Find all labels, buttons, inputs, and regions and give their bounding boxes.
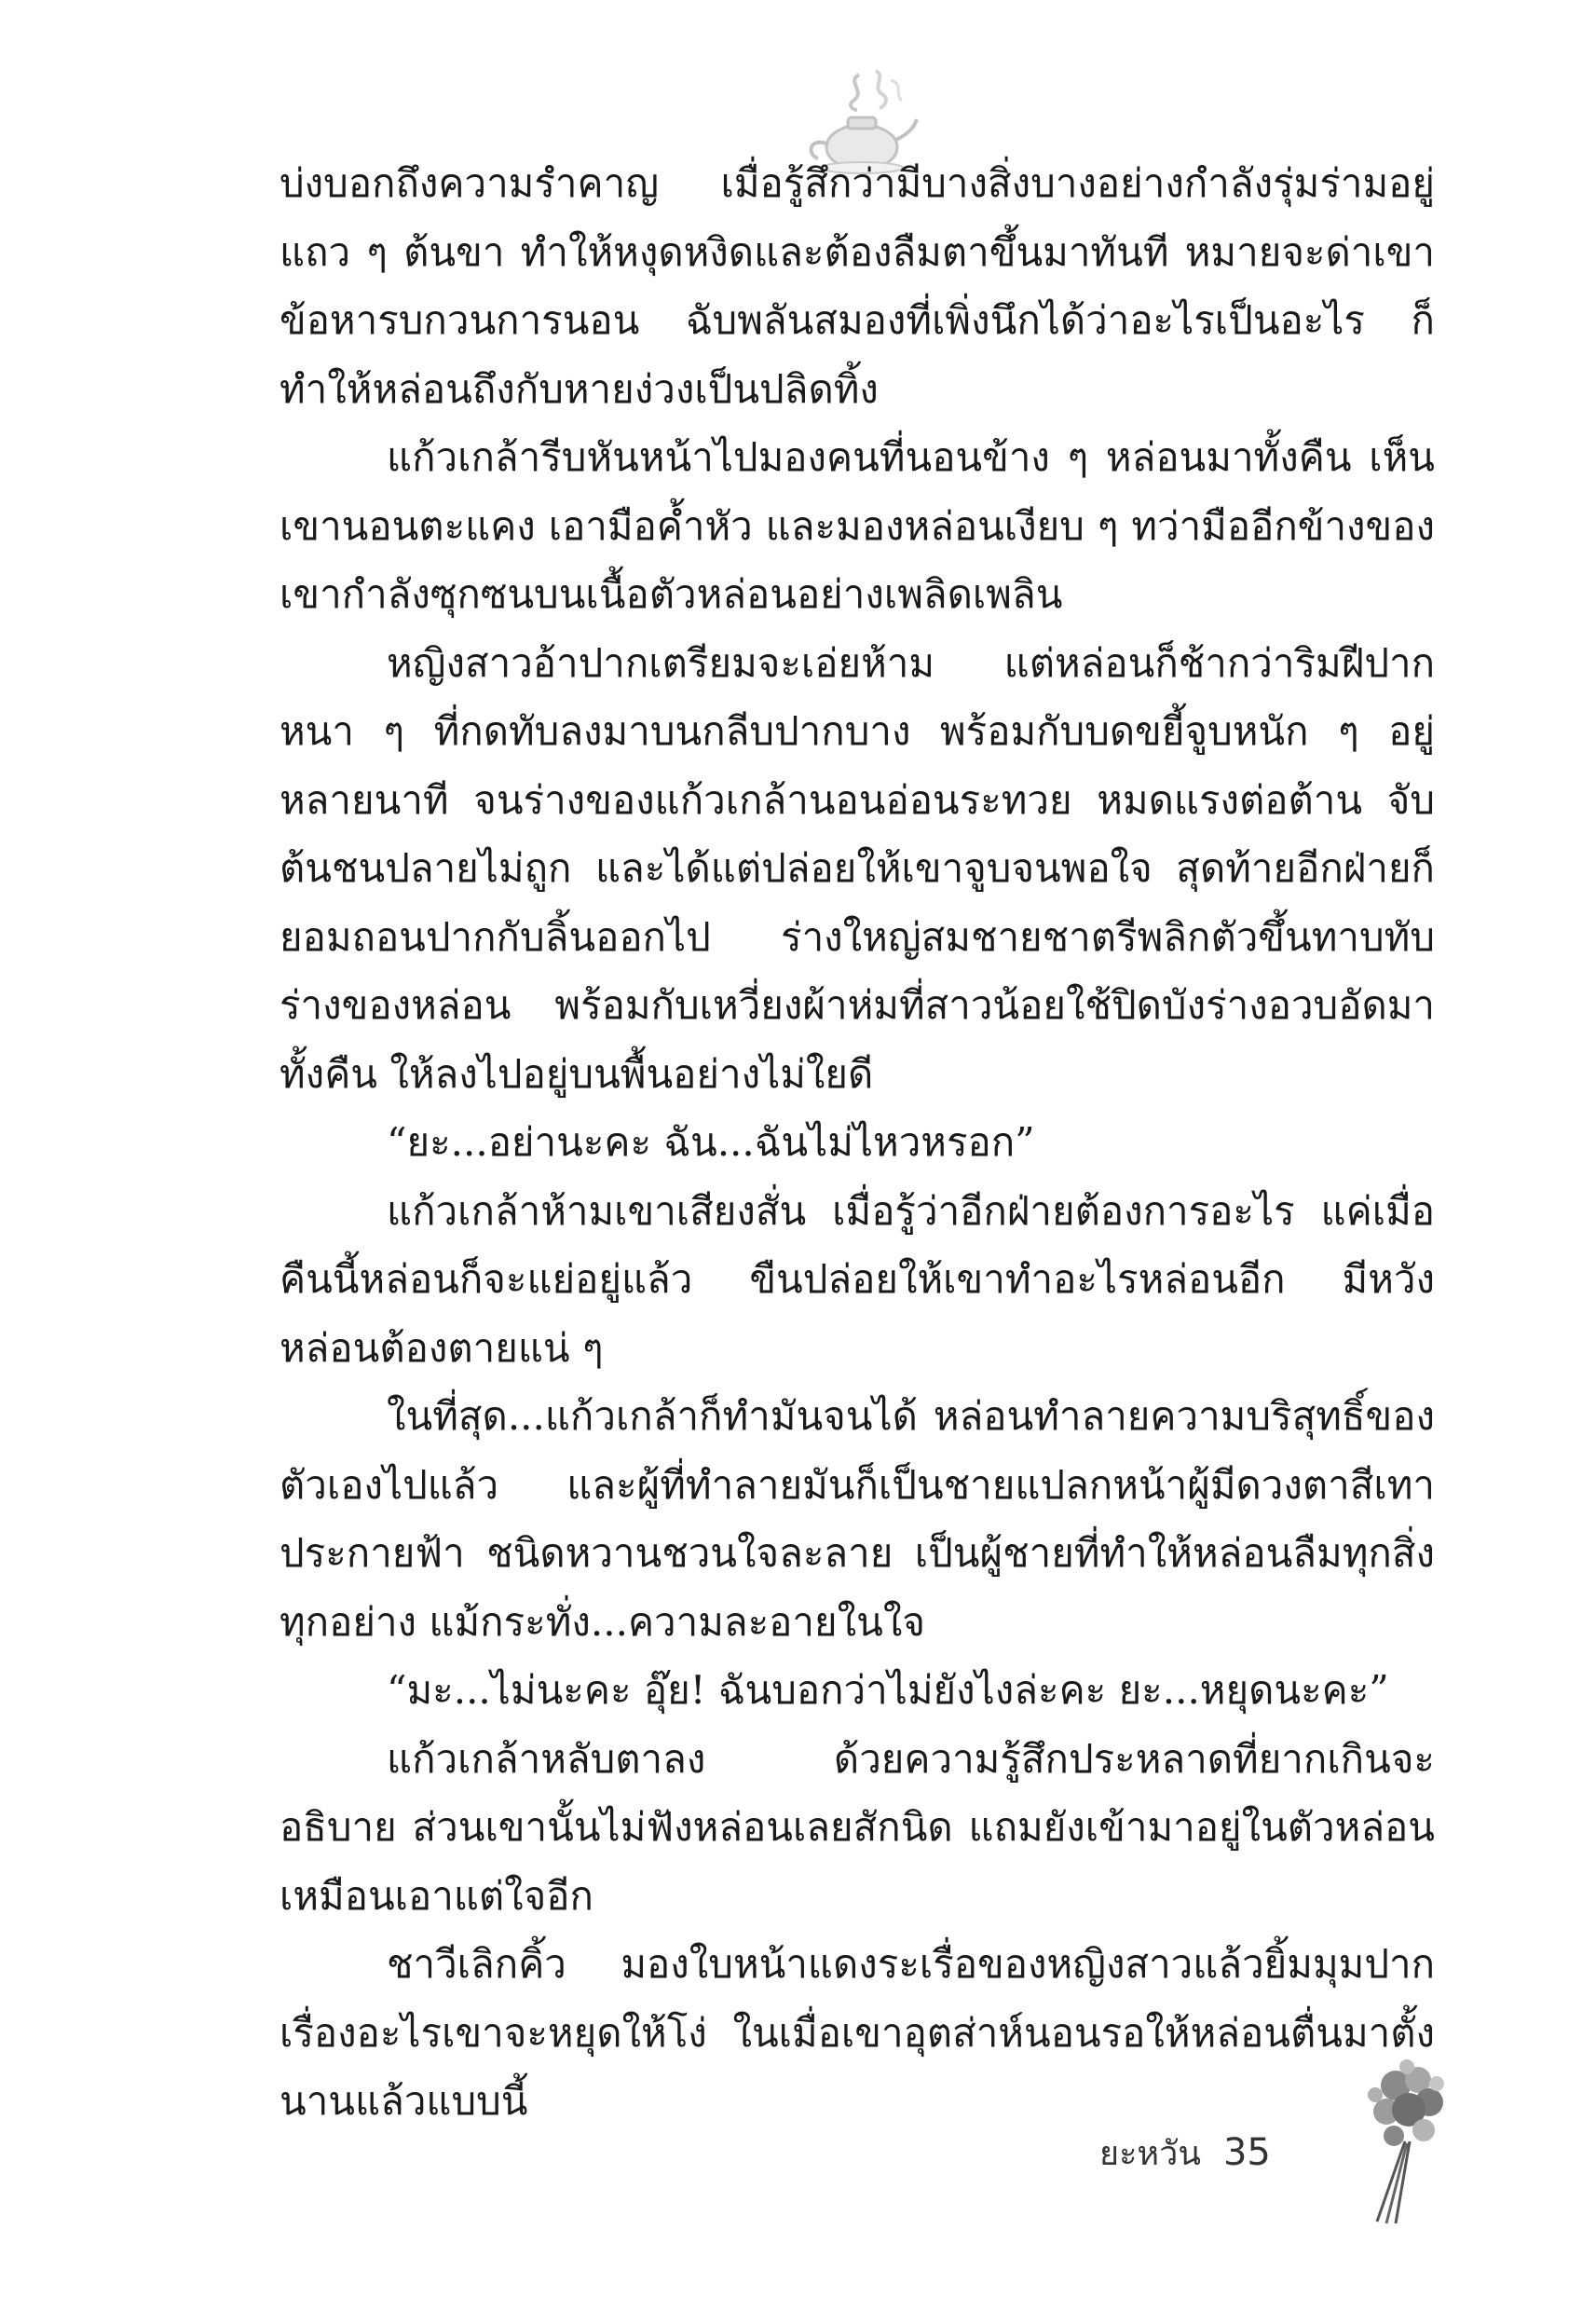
page-body (280, 149, 1435, 2124)
flower-bouquet-icon (1358, 2058, 1452, 2225)
running-book-title: ยะหวัน (1099, 2134, 1201, 2173)
paragraph-6: ในที่สุด...แก้วเกล้าก็ทำมันจนได้ หล่อนทำลายความบริสุทธิ์ของตัวเองไปแล้ว และผู้ที่ทำลายมันก็เป็นชายแปลกหน้าผู้มีดวงตาสีเทาประกายฟ้า ชนิดหวานชวนใจละลาย เป็นผู้ชายที่ทำให้หล่อนลืมทุกสิ่งทุกอย่าง แม้กระทั่ง...ความละอายในใจ (280, 1393, 1435, 1645)
paragraph-7-dialogue: “มะ...ไม่นะคะ อุ๊ย! ฉันบอกว่าไม่ยังไงล่ะคะ ยะ...หยุดนะคะ” (387, 1667, 1389, 1713)
paragraph-4-dialogue: “ยะ...อย่านะคะ ฉัน...ฉันไม่ไหวหรอก” (387, 1119, 1035, 1165)
page-number: 35 (1222, 2131, 1271, 2174)
paragraph-9: ชาวีเลิกคิ้ว มองใบหน้าแดงระเรื่อของหญิงสาวแล้วยิ้มมุมปาก เรื่องอะไรเขาจะหยุดให้โง่ ในเมื่อเขาอุตส่าห์นอนรอให้หล่อนตื่นมาตั้งนานแล้วแบบนี้ (280, 1941, 1435, 2124)
paragraph-8: แก้วเกล้าหลับตาลง ด้วยความรู้สึกประหลาดที่ยากเกินจะอธิบาย ส่วนเขานั้นไม่ฟังหล่อนเลยสักนิด แถมยังเข้ามาอยู่ในตัวหล่อนเหมือนเอาแต่ใจอีก (280, 1735, 1435, 1919)
paragraph-1: บ่งบอกถึงความรำคาญ เมื่อรู้สึกว่ามีบางสิ่งบางอย่างกำลังรุ่มร่ามอยู่แถว ๆ ต้นขา ทำให้หงุดหงิดและต้องลืมตาขึ้นมาทันที หมายจะด่าเขาข้อหารบกวนการนอน ฉับพลันสมองที่เพิ่งนึกได้ว่าอะไรเป็นอะไร ก็ทำให้หล่อนถึงกับหายง่วงเป็นปลิดทิ้ง (280, 160, 1435, 412)
paragraph-2: แก้วเกล้ารีบหันหน้าไปมองคนที่นอนข้าง ๆ หล่อนมาทั้งคืน เห็นเขานอนตะแคง เอามือค้ำหัว และมองหล่อนเงียบ ๆ ทว่ามืออีกข้างของเขากำลังซุกซนบนเนื้อตัวหล่อนอย่างเพลิดเพลิน (280, 434, 1435, 617)
page-footer (1099, 2115, 1271, 2190)
paragraph-3: หญิงสาวอ้าปากเตรียมจะเอ่ยห้าม แต่หล่อนก็ช้ากว่าริมฝีปากหนา ๆ ที่กดทับลงมาบนกลีบปากบาง พร้อมกับบดขยี้จูบหนัก ๆ อยู่หลายนาที จนร่างของแก้วเกล้านอนอ่อนระทวย หมดแรงต่อต้าน จับต้นชนปลายไม่ถูก และได้แต่ปล่อยให้เขาจูบจนพอใจ สุดท้ายอีกฝ่ายก็ยอมถอนปากกับลิ้นออกไป ร่างใหญ่สมชายชาตรีพลิกตัวขึ้นทาบทับร่างของหล่อน พร้อมกับเหวี่ยงผ้าห่มที่สาวน้อยใช้ปิดบังร่างอวบอัดมาทั้งคืน ให้ลงไปอยู่บนพื้นอย่างไม่ใยดี (280, 639, 1435, 1097)
paragraph-5: แก้วเกล้าห้ามเขาเสียงสั่น เมื่อรู้ว่าอีกฝ่ายต้องการอะไร แค่เมื่อคืนนี้หล่อนก็จะแย่อยู่แล้ว ขืนปล่อยให้เขาทำอะไรหล่อนอีก มีหวังหล่อนต้องตายแน่ ๆ (280, 1187, 1435, 1371)
